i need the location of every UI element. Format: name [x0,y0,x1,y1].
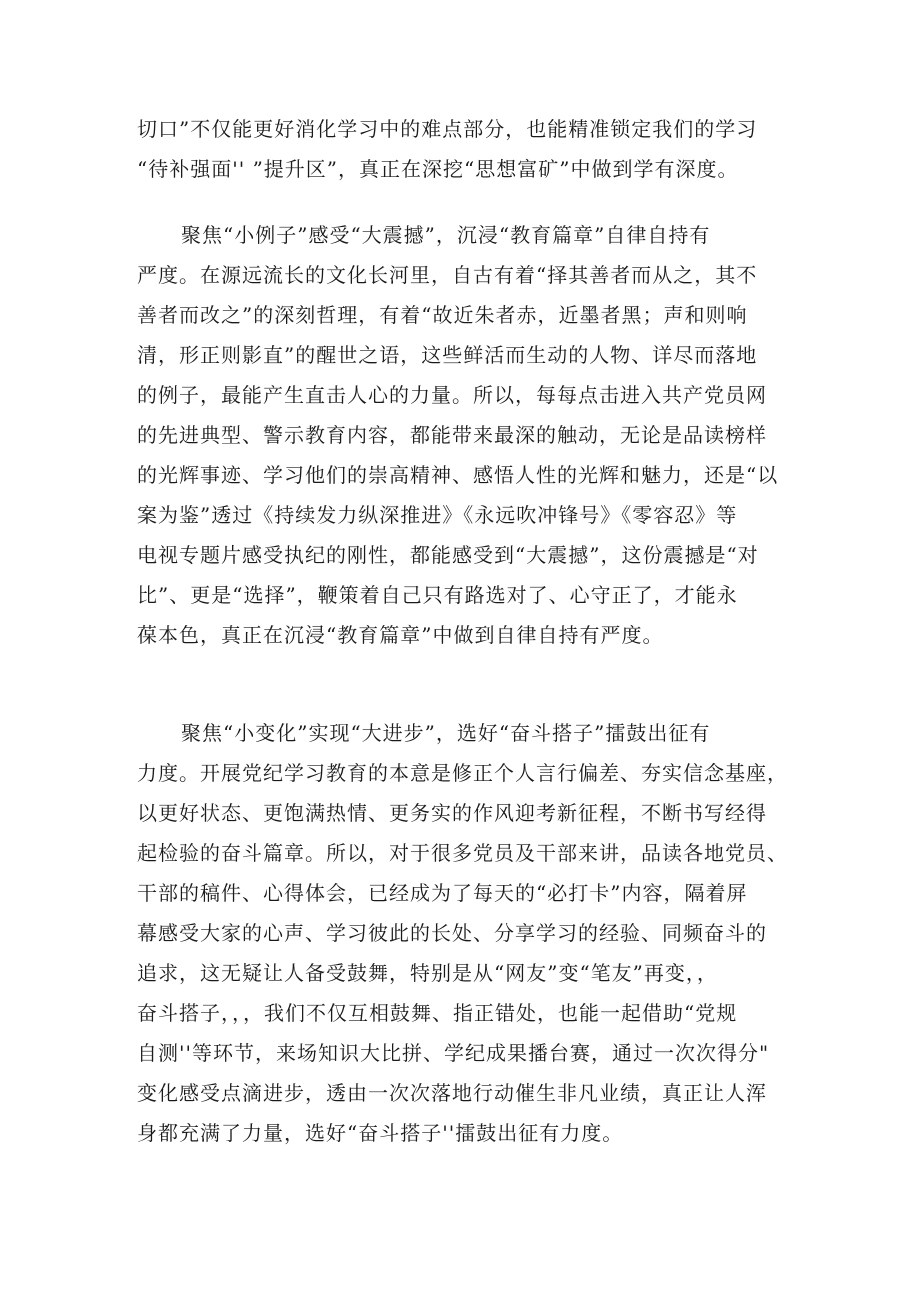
text-line: 葆本色，真正在沉浸“教育篇章”中做到自律自持有严度。 [137,623,664,647]
text-line: 变化感受点滴进步，透由一次次落地行动催生非凡业绩，真正让人浑 [137,1081,767,1105]
text-line: “待补强面'' ”提升区”，真正在深挖“思想富矿”中做到学有深度。 [137,157,739,181]
text-line: 以更好状态、更饱满热情、更务实的作风迎考新征程，不断书写经得 [137,801,767,825]
paragraph-1 [137,109,797,189]
text-line: 起检验的奋斗篇章。所以，对于很多党员及干部来讲，品读各地党员、 [137,841,788,865]
text-line: 自测''等环节，来场知识大比拼、学纪成果播台赛，通过一次次得分" [137,1041,770,1065]
text-line: 身都充满了力量，选好“奋斗搭子''擂鼓出征有力度。 [137,1121,624,1145]
text-line: 的例子，最能产生直击人心的力量。所以，每每点击进入共产党员网 [137,383,767,407]
text-line: 善者而改之”的深刻哲理，有着“故近朱者赤，近墨者黑；声和则响 [137,303,748,327]
text-line: 干部的稿件、心得体会，已经成为了每天的“必打卡”内容，隔着屏 [137,881,748,905]
text-line: 幕感受大家的心声、学习彼此的长处、分享学习的经验、同频奋斗的 [137,921,767,945]
text-line: 严度。在源远流长的文化长河里，自古有着“择其善者而从之，其不 [137,263,758,287]
text-line: 聚焦“小例子”感受“大震撼”，沉浸“教育篇章”自律自持有 [181,223,711,247]
text-line: 奋斗搭子，，，我们不仅互相鼓舞、指正错处，也能一起借助“党规 [137,1001,738,1025]
paragraph-2 [137,215,797,655]
text-line: 案为鉴”透过《持续发力纵深推进》《永远吹冲锋号》《零容忍》等 [137,503,738,527]
text-line: 比”、更是“选择”，鞭策着自己只有路选对了、心守正了，才能永 [137,583,738,607]
text-line: 追求，这无疑让人备受鼓舞，特别是从“网友”变“笔友”再变，， [137,961,718,985]
text-line: 切口”不仅能更好消化学习中的难点部分，也能精准锁定我们的学习 [137,117,758,141]
text-line: 的先进典型、警示教育内容，都能带来最深的触动，无论是品读榜样 [137,423,767,447]
text-line: 聚焦“小变化”实现“大进步”，选好“奋斗搭子”擂鼓出征有 [181,721,711,745]
paragraph-3 [137,713,797,1153]
text-line: 电视专题片感受执纪的刚性，都能感受到“大震撼”，这份震撼是“对 [137,543,759,567]
text-line: 的光辉事迹、学习他们的崇高精神、感悟人性的光辉和魅力，还是“以 [137,463,779,487]
text-line: 力度。开展党纪学习教育的本意是修正个人言行偏差、夯实信念基座， [137,761,788,785]
text-line: 清，形正则影直”的醒世之语，这些鲜活而生动的人物、详尽而落地 [137,343,758,367]
